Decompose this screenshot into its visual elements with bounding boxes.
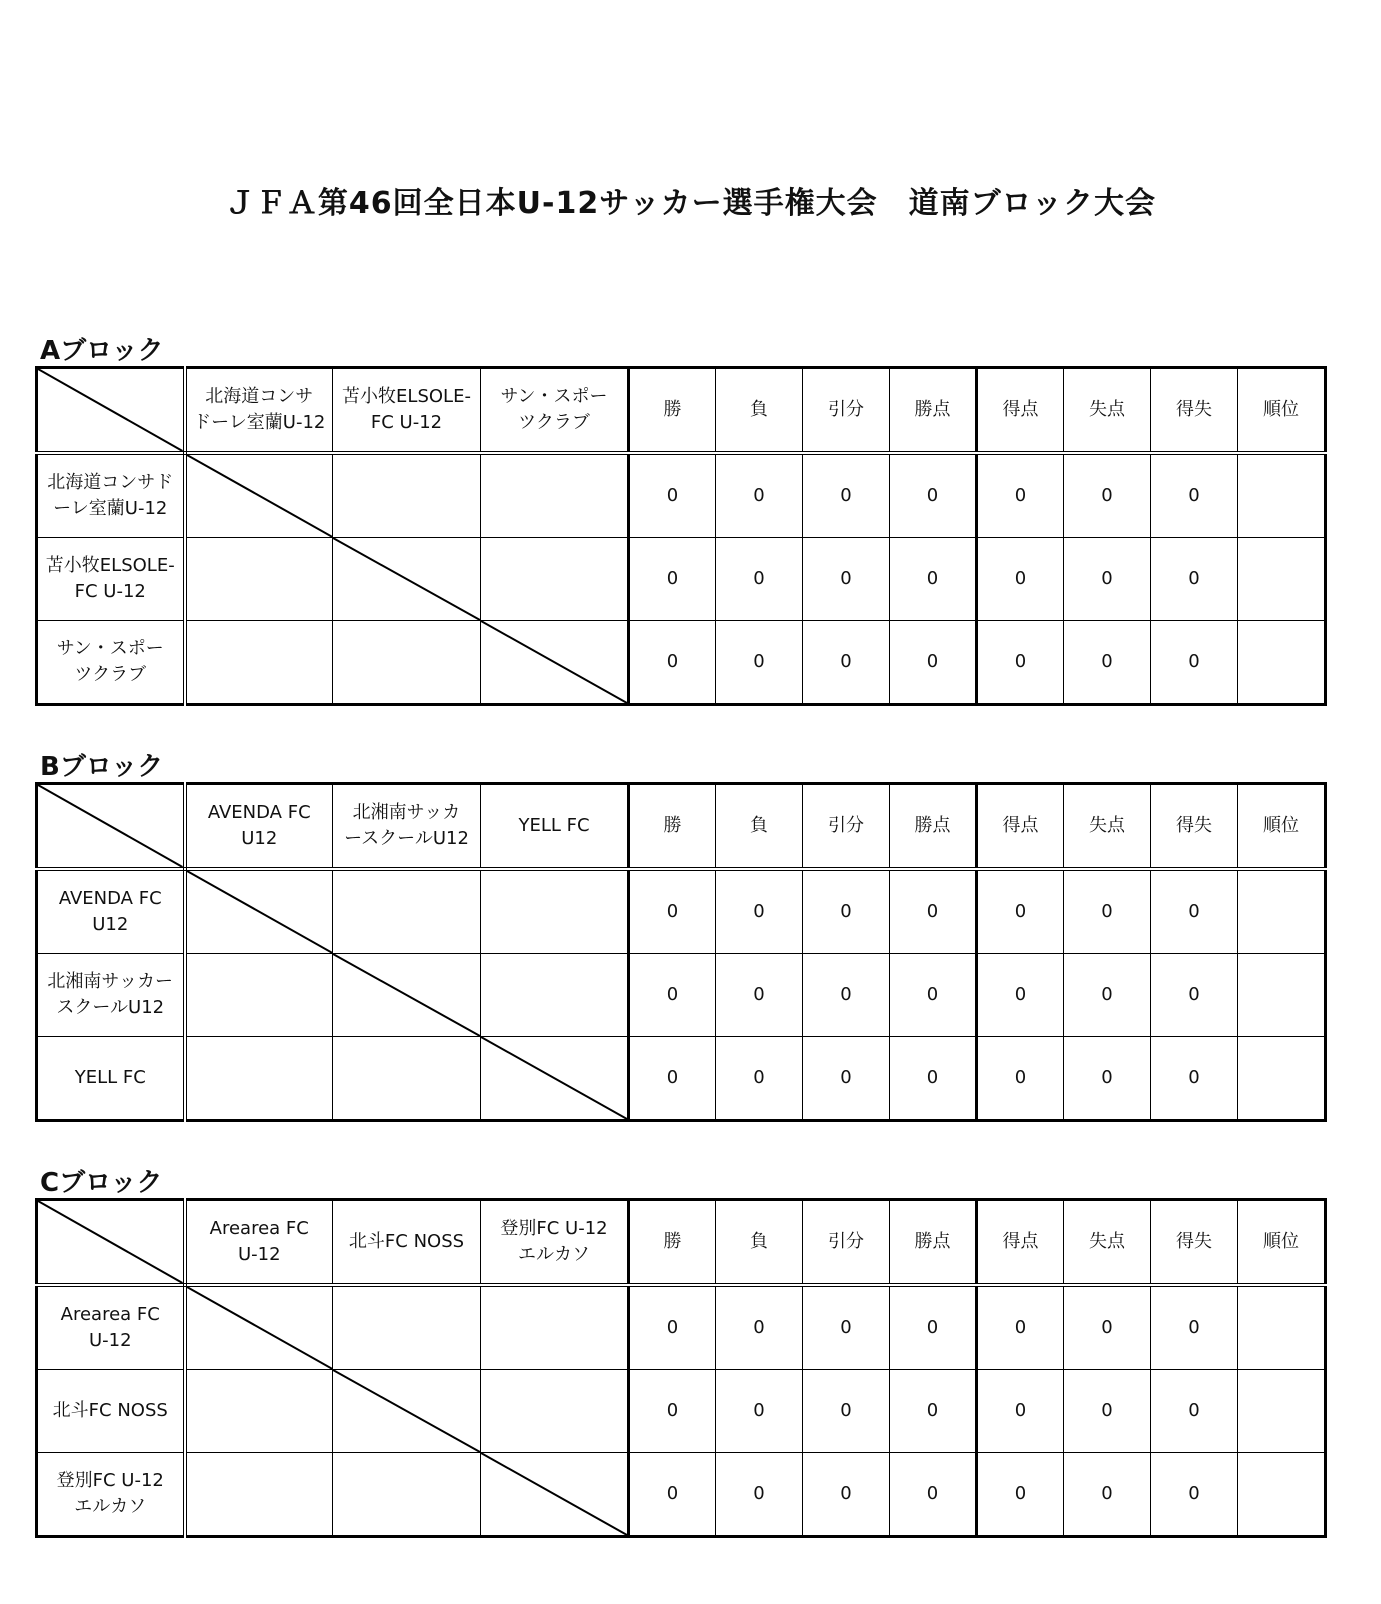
match-result-cell	[481, 538, 629, 621]
stat-value: 0	[629, 954, 716, 1037]
stat-header: 引分	[803, 368, 890, 454]
stat-value: 0	[629, 869, 716, 954]
team-row-label: YELL FC	[74, 1067, 146, 1088]
match-result-cell	[333, 869, 481, 954]
stat-value: 0	[890, 453, 977, 538]
stat-value: 0	[1064, 453, 1151, 538]
self-match-cell	[481, 1453, 629, 1537]
match-result-cell	[185, 621, 333, 705]
team-header-cell	[481, 368, 629, 454]
stat-value: 0	[890, 869, 977, 954]
match-result-cell	[333, 453, 481, 538]
self-match-cell	[333, 954, 481, 1037]
rank-cell	[1238, 1370, 1326, 1453]
stat-value: 0	[1151, 1285, 1238, 1370]
stat-header: 勝点	[890, 368, 977, 454]
team-row-name	[37, 1453, 185, 1537]
stat-header: 得失	[1151, 368, 1238, 454]
stat-value: 0	[716, 869, 803, 954]
stat-value: 0	[716, 1453, 803, 1537]
rank-cell	[1238, 1453, 1326, 1537]
block-label: Bブロック	[40, 752, 164, 782]
stat-value: 0	[629, 1453, 716, 1537]
table-row	[37, 453, 1326, 538]
self-match-cell	[333, 538, 481, 621]
team-row-label: 苫小牧ELSOLE- FC U-12	[45, 555, 175, 602]
team-header-cell	[185, 1200, 333, 1286]
corner-cell	[37, 368, 185, 454]
match-result-cell	[481, 1285, 629, 1370]
stat-value: 0	[716, 453, 803, 538]
team-row-label: 北斗FC NOSS	[52, 1400, 168, 1421]
stat-value: 0	[1064, 954, 1151, 1037]
stat-value: 0	[890, 1285, 977, 1370]
team-header-cell	[185, 368, 333, 454]
stat-value: 0	[977, 621, 1064, 705]
diagonal-slash	[187, 871, 333, 953]
diagonal-slash	[38, 785, 183, 867]
team-row-name	[37, 621, 185, 705]
stat-header: 順位	[1238, 368, 1326, 454]
diagonal-slash	[333, 1370, 480, 1452]
stat-value: 0	[803, 538, 890, 621]
stat-header: 負	[716, 368, 803, 454]
table-row	[37, 1370, 1326, 1453]
header-row	[37, 368, 1326, 454]
self-match-cell	[481, 1037, 629, 1121]
match-result-cell	[481, 869, 629, 954]
team-row-name	[37, 954, 185, 1037]
diagonal-slash	[187, 455, 333, 537]
stat-header: 順位	[1238, 1200, 1326, 1286]
self-match-cell	[481, 621, 629, 705]
rank-cell	[1238, 538, 1326, 621]
stat-header: 引分	[803, 1200, 890, 1286]
stat-value: 0	[977, 954, 1064, 1037]
stat-header: 勝	[629, 1200, 716, 1286]
diagonal-slash	[187, 1287, 333, 1369]
team-header-cell	[481, 784, 629, 870]
league-table	[35, 1198, 1327, 1538]
stat-header: 引分	[803, 784, 890, 870]
team-row-name	[37, 1370, 185, 1453]
diagonal-slash	[333, 538, 480, 620]
stat-value: 0	[890, 1037, 977, 1121]
team-header-cell	[333, 1200, 481, 1286]
stat-value: 0	[716, 621, 803, 705]
stat-value: 0	[977, 1370, 1064, 1453]
team-row-label: 北湘南サッカー スクールU12	[47, 971, 174, 1018]
team-header-cell	[333, 784, 481, 870]
stat-value: 0	[803, 1370, 890, 1453]
rank-cell	[1238, 1285, 1326, 1370]
stat-header: 失点	[1064, 784, 1151, 870]
diagonal-slash	[38, 1201, 183, 1283]
team-row-label: AVENDA FC U12	[58, 888, 162, 935]
stat-value: 0	[890, 1370, 977, 1453]
stat-value: 0	[803, 954, 890, 1037]
stat-value: 0	[1151, 621, 1238, 705]
stat-value: 0	[977, 538, 1064, 621]
corner-cell	[37, 1200, 185, 1286]
stat-value: 0	[1151, 1453, 1238, 1537]
stat-header: 負	[716, 1200, 803, 1286]
team-row-name	[37, 1285, 185, 1370]
stat-value: 0	[803, 1453, 890, 1537]
match-result-cell	[481, 1370, 629, 1453]
rank-cell	[1238, 453, 1326, 538]
stat-value: 0	[716, 1037, 803, 1121]
stat-value: 0	[890, 538, 977, 621]
diagonal-slash	[333, 954, 480, 1036]
stat-header: 負	[716, 784, 803, 870]
rank-cell	[1238, 1037, 1326, 1121]
rank-cell	[1238, 869, 1326, 954]
stat-value: 0	[977, 1453, 1064, 1537]
stat-value: 0	[977, 869, 1064, 954]
stat-header: 失点	[1064, 1200, 1151, 1286]
stat-value: 0	[716, 1285, 803, 1370]
team-header-label: Arearea FC U-12	[209, 1218, 309, 1265]
match-result-cell	[333, 1037, 481, 1121]
team-row-label: 登別FC U-12 エルカソ	[56, 1470, 164, 1517]
stat-header: 失点	[1064, 368, 1151, 454]
stat-header: 得点	[977, 784, 1064, 870]
team-header-label: 北斗FC NOSS	[348, 1231, 465, 1252]
header-row	[37, 784, 1326, 870]
diagonal-slash	[481, 621, 627, 703]
stat-value: 0	[890, 954, 977, 1037]
stat-value: 0	[629, 1285, 716, 1370]
stat-header: 得点	[977, 368, 1064, 454]
team-header-label: 登別FC U-12 エルカソ	[500, 1218, 608, 1265]
team-row-name	[37, 869, 185, 954]
match-result-cell	[333, 1285, 481, 1370]
team-header-cell	[481, 1200, 629, 1286]
match-result-cell	[481, 954, 629, 1037]
stat-value: 0	[629, 1370, 716, 1453]
stat-value: 0	[629, 1037, 716, 1121]
stat-value: 0	[1064, 1037, 1151, 1121]
stat-value: 0	[629, 621, 716, 705]
stat-value: 0	[890, 1453, 977, 1537]
table-row	[37, 1037, 1326, 1121]
stat-value: 0	[1064, 1370, 1151, 1453]
stat-value: 0	[890, 621, 977, 705]
match-result-cell	[185, 1370, 333, 1453]
self-match-cell	[185, 1285, 333, 1370]
self-match-cell	[185, 453, 333, 538]
team-header-label: AVENDA FC U12	[207, 802, 311, 849]
stat-value: 0	[1064, 538, 1151, 621]
self-match-cell	[333, 1370, 481, 1453]
block-label: Aブロック	[40, 336, 164, 366]
stat-value: 0	[977, 1285, 1064, 1370]
team-header-label: 北湘南サッカ ースクールU12	[344, 802, 469, 849]
stat-header: 勝点	[890, 784, 977, 870]
team-header-label: YELL FC	[518, 815, 590, 836]
stat-header: 勝点	[890, 1200, 977, 1286]
stat-value: 0	[803, 1285, 890, 1370]
stat-value: 0	[1151, 453, 1238, 538]
stat-header: 得失	[1151, 1200, 1238, 1286]
table-row	[37, 869, 1326, 954]
stat-header: 順位	[1238, 784, 1326, 870]
stat-value: 0	[1064, 1285, 1151, 1370]
team-row-label: 北海道コンサド ーレ室蘭U-12	[47, 472, 174, 519]
table-row	[37, 621, 1326, 705]
stat-value: 0	[803, 621, 890, 705]
stat-value: 0	[803, 1037, 890, 1121]
league-table	[35, 782, 1327, 1122]
stat-header: 得失	[1151, 784, 1238, 870]
stat-value: 0	[629, 538, 716, 621]
match-result-cell	[185, 1453, 333, 1537]
diagonal-slash	[481, 1037, 627, 1119]
team-row-label: Arearea FC U-12	[60, 1304, 160, 1351]
table-row	[37, 1285, 1326, 1370]
match-result-cell	[333, 1453, 481, 1537]
table-row	[37, 954, 1326, 1037]
stat-value: 0	[1064, 869, 1151, 954]
team-header-label: サン・スポー ツクラブ	[500, 386, 608, 433]
match-result-cell	[481, 453, 629, 538]
team-header-label: 北海道コンサ ドーレ室蘭U-12	[193, 386, 326, 433]
stat-value: 0	[1064, 1453, 1151, 1537]
stat-value: 0	[1151, 538, 1238, 621]
stat-value: 0	[1151, 1037, 1238, 1121]
stat-value: 0	[1151, 869, 1238, 954]
stat-value: 0	[977, 1037, 1064, 1121]
diagonal-slash	[481, 1453, 627, 1535]
table-row	[37, 1453, 1326, 1537]
table-row	[37, 538, 1326, 621]
match-result-cell	[185, 1037, 333, 1121]
team-header-cell	[185, 784, 333, 870]
team-header-cell	[333, 368, 481, 454]
team-header-label: 苫小牧ELSOLE- FC U-12	[342, 386, 471, 433]
stat-value: 0	[977, 453, 1064, 538]
stat-header: 勝	[629, 368, 716, 454]
stat-value: 0	[1151, 954, 1238, 1037]
match-result-cell	[185, 954, 333, 1037]
stat-header: 得点	[977, 1200, 1064, 1286]
stat-value: 0	[716, 1370, 803, 1453]
corner-cell	[37, 784, 185, 870]
match-result-cell	[333, 621, 481, 705]
stat-header: 勝	[629, 784, 716, 870]
page-title: ＪＦＡ第46回全日本U-12サッカー選手権大会 道南ブロック大会	[224, 186, 1157, 221]
block-label: Cブロック	[40, 1168, 163, 1198]
team-row-name	[37, 1037, 185, 1121]
team-row-label: サン・スポー ツクラブ	[56, 638, 164, 685]
stat-value: 0	[1064, 621, 1151, 705]
header-row	[37, 1200, 1326, 1286]
match-result-cell	[185, 538, 333, 621]
league-table	[35, 366, 1327, 706]
rank-cell	[1238, 621, 1326, 705]
self-match-cell	[185, 869, 333, 954]
stat-value: 0	[803, 869, 890, 954]
stat-value: 0	[1151, 1370, 1238, 1453]
diagonal-slash	[38, 369, 183, 451]
stat-value: 0	[629, 453, 716, 538]
stat-value: 0	[803, 453, 890, 538]
team-row-name	[37, 538, 185, 621]
team-row-name	[37, 453, 185, 538]
stat-value: 0	[716, 538, 803, 621]
stat-value: 0	[716, 954, 803, 1037]
rank-cell	[1238, 954, 1326, 1037]
